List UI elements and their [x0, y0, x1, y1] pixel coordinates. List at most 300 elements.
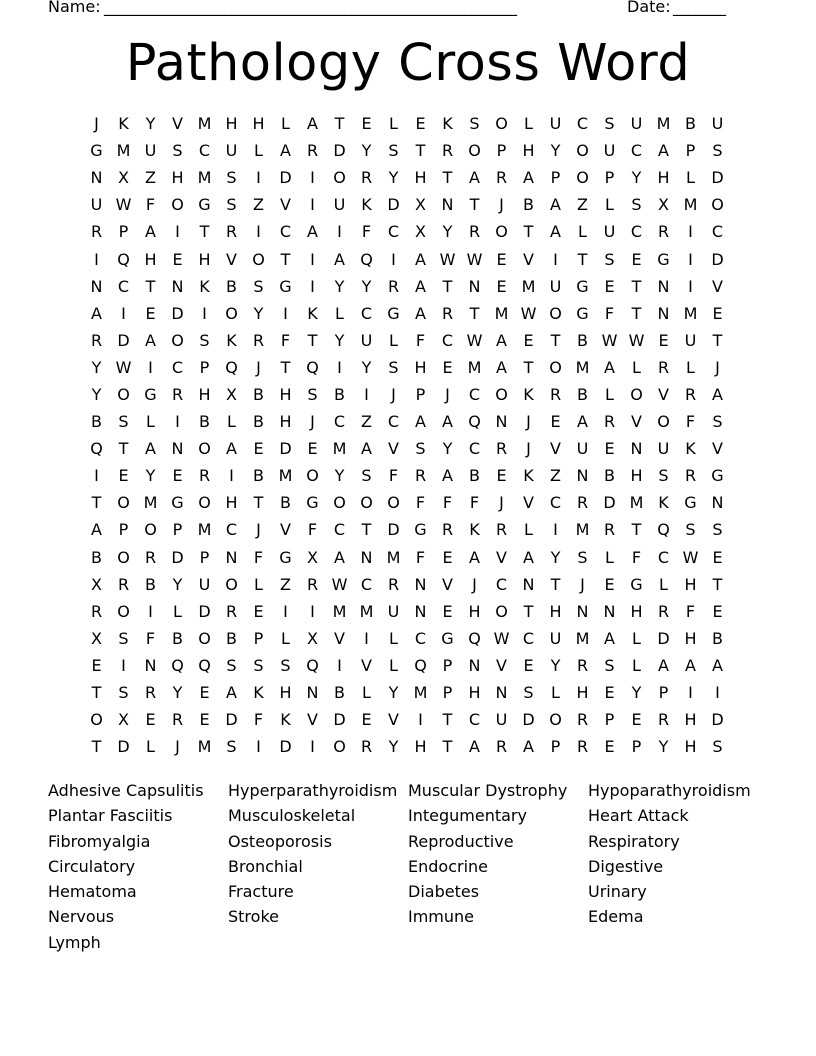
grid-letter: C — [333, 520, 346, 540]
grid-letter: O — [468, 141, 481, 161]
grid-letter: O — [225, 574, 238, 594]
grid-letter: C — [360, 574, 373, 594]
grid-letter: V — [442, 574, 453, 594]
grid-letter: B — [685, 114, 696, 134]
grid-letter: C — [549, 493, 562, 513]
grid-letter: R — [549, 384, 562, 404]
grid-letter: W — [520, 303, 537, 323]
grid-letter: C — [657, 547, 670, 567]
grid-letter: E — [496, 466, 507, 486]
grid-letter: L — [389, 655, 398, 675]
grid-letter: E — [496, 249, 507, 269]
grid-letter: B — [604, 466, 615, 486]
grid-letter: Z — [361, 412, 372, 432]
grid-letter: L — [173, 601, 182, 621]
grid-letter: U — [549, 114, 562, 134]
grid-letter: R — [90, 601, 103, 621]
grid-letter: H — [225, 114, 238, 134]
grid-letter: A — [577, 412, 588, 432]
grid-letter: Y — [388, 737, 399, 757]
grid-letter: R — [90, 222, 103, 242]
grid-letter: P — [442, 655, 453, 675]
grid-letter: L — [551, 683, 560, 703]
grid-letter: Y — [334, 466, 345, 486]
grid-letter: O — [657, 412, 670, 432]
grid-letter: U — [360, 330, 373, 350]
grid-letter: A — [523, 168, 534, 188]
grid-letter: K — [685, 439, 696, 459]
grid-letter: H — [684, 710, 697, 730]
grid-letter: O — [495, 384, 508, 404]
grid-letter: Y — [550, 141, 561, 161]
word-list — [48, 778, 788, 955]
grid-letter: W — [331, 574, 348, 594]
grid-letter: A — [550, 222, 561, 242]
grid-letter: F — [253, 547, 264, 567]
grid-letter: J — [715, 357, 720, 377]
grid-letter: G — [90, 141, 103, 161]
grid-letter: H — [279, 683, 292, 703]
grid-letter: B — [334, 683, 345, 703]
grid-letter: U — [198, 574, 211, 594]
grid-letter: B — [226, 628, 237, 648]
grid-letter: H — [414, 737, 427, 757]
grid-letter: L — [632, 655, 641, 675]
grid-letter: F — [442, 493, 453, 513]
grid-letter: L — [389, 330, 398, 350]
grid-letter: X — [307, 628, 318, 648]
grid-letter: I — [94, 249, 99, 269]
grid-letter: T — [334, 114, 345, 134]
grid-letter: V — [361, 655, 372, 675]
grid-letter: Q — [414, 655, 427, 675]
grid-letter: W — [115, 357, 132, 377]
grid-letter: W — [466, 330, 483, 350]
grid-letter: Y — [172, 574, 183, 594]
word-list-item: Urinary — [588, 882, 647, 902]
grid-letter: C — [387, 412, 400, 432]
grid-letter: O — [576, 168, 589, 188]
grid-letter: I — [553, 520, 558, 540]
grid-letter: S — [712, 412, 723, 432]
grid-letter: D — [225, 710, 238, 730]
grid-letter: E — [604, 737, 615, 757]
grid-letter: G — [711, 466, 724, 486]
grid-letter: R — [684, 466, 697, 486]
grid-letter: R — [576, 493, 589, 513]
grid-letter: H — [522, 141, 535, 161]
grid-letter: G — [198, 195, 211, 215]
grid-letter: Y — [334, 330, 345, 350]
grid-letter: M — [143, 493, 158, 513]
grid-letter: C — [711, 222, 724, 242]
grid-letter: O — [333, 168, 346, 188]
grid-letter: H — [657, 168, 670, 188]
grid-letter: A — [523, 737, 534, 757]
grid-letter: Y — [361, 357, 372, 377]
grid-letter: F — [415, 547, 426, 567]
grid-letter: U — [603, 222, 616, 242]
grid-letter: R — [144, 547, 157, 567]
grid-letter: P — [658, 683, 669, 703]
grid-letter: R — [657, 601, 670, 621]
grid-letter: D — [279, 737, 292, 757]
grid-letter: X — [415, 222, 426, 242]
grid-letter: R — [441, 303, 454, 323]
grid-letter: I — [148, 357, 153, 377]
grid-row — [83, 733, 733, 760]
grid-letter: O — [549, 357, 562, 377]
grid-letter: X — [415, 195, 426, 215]
grid-letter: O — [252, 249, 265, 269]
grid-letter: F — [388, 466, 399, 486]
grid-letter: U — [225, 141, 238, 161]
grid-letter: D — [711, 168, 724, 188]
grid-letter: P — [118, 520, 129, 540]
grid-letter: O — [360, 493, 373, 513]
grid-letter: S — [199, 330, 210, 350]
grid-letter: K — [307, 303, 318, 323]
grid-letter: S — [631, 195, 642, 215]
grid-letter: L — [659, 574, 668, 594]
grid-letter: E — [712, 547, 723, 567]
grid-letter: A — [469, 547, 480, 567]
grid-letter: S — [577, 547, 588, 567]
grid-letter: V — [523, 249, 534, 269]
grid-letter: B — [523, 195, 534, 215]
grid-letter: N — [90, 276, 103, 296]
grid-letter: S — [118, 628, 129, 648]
grid-letter: R — [90, 330, 103, 350]
grid-letter: V — [496, 655, 507, 675]
grid-letter: C — [333, 412, 346, 432]
grid-letter: E — [307, 439, 318, 459]
word-list-item: Plantar Fasciitis — [48, 806, 173, 826]
grid-letter: S — [685, 520, 696, 540]
grid-letter: T — [712, 330, 723, 350]
grid-letter: T — [523, 222, 534, 242]
grid-letter: U — [549, 276, 562, 296]
grid-letter: V — [550, 439, 561, 459]
grid-letter: D — [711, 249, 724, 269]
grid-letter: Y — [388, 168, 399, 188]
word-list-item: Diabetes — [408, 882, 480, 902]
grid-letter: R — [225, 222, 238, 242]
grid-letter: R — [360, 737, 373, 757]
grid-letter: D — [117, 330, 130, 350]
grid-letter: F — [604, 303, 615, 323]
grid-letter: V — [712, 439, 723, 459]
grid-letter: B — [226, 276, 237, 296]
grid-letter: R — [441, 520, 454, 540]
grid-letter: E — [145, 303, 156, 323]
grid-letter: O — [333, 493, 346, 513]
grid-letter: E — [658, 330, 669, 350]
grid-letter: B — [91, 412, 102, 432]
grid-letter: K — [361, 195, 372, 215]
grid-letter: P — [604, 168, 615, 188]
grid-letter: N — [468, 276, 481, 296]
grid-letter: Y — [361, 141, 372, 161]
grid-letter: X — [91, 574, 102, 594]
grid-letter: P — [685, 141, 696, 161]
grid-letter: S — [280, 655, 291, 675]
grid-letter: K — [280, 710, 291, 730]
word-list-item: Digestive — [588, 856, 664, 876]
grid-letter: E — [712, 303, 723, 323]
grid-letter: E — [91, 655, 102, 675]
grid-letter: M — [116, 141, 131, 161]
grid-letter: E — [361, 710, 372, 730]
grid-letter: Y — [442, 439, 453, 459]
grid-letter: R — [360, 168, 373, 188]
grid-letter: J — [472, 574, 477, 594]
grid-letter: H — [198, 384, 211, 404]
name-blank-line: _______________________________________________________ — [104, 0, 517, 16]
grid-letter: T — [361, 520, 372, 540]
grid-letter: A — [712, 655, 723, 675]
grid-letter: D — [171, 547, 184, 567]
grid-letter: J — [445, 384, 450, 404]
grid-letter: R — [144, 683, 157, 703]
grid-letter: O — [90, 710, 103, 730]
grid-letter: V — [280, 195, 291, 215]
grid-letter: E — [118, 466, 129, 486]
grid-letter: N — [522, 574, 535, 594]
grid-letter: O — [117, 547, 130, 567]
grid-letter: H — [198, 249, 211, 269]
grid-letter: K — [199, 276, 210, 296]
grid-letter: L — [524, 520, 533, 540]
grid-letter: S — [712, 141, 723, 161]
grid-letter: S — [226, 655, 237, 675]
grid-letter: I — [283, 601, 288, 621]
grid-letter: N — [468, 655, 481, 675]
grid-letter: G — [576, 303, 589, 323]
grid-letter: R — [603, 520, 616, 540]
grid-letter: N — [171, 276, 184, 296]
grid-letter: D — [657, 628, 670, 648]
grid-letter: T — [523, 601, 534, 621]
grid-letter: R — [387, 276, 400, 296]
grid-letter: R — [576, 655, 589, 675]
grid-letter: A — [469, 168, 480, 188]
grid-letter: J — [499, 493, 504, 513]
grid-letter: C — [576, 114, 589, 134]
page-title: Pathology Cross Word — [125, 34, 691, 93]
grid-letter: H — [414, 168, 427, 188]
grid-letter: V — [334, 628, 345, 648]
grid-letter: I — [310, 168, 315, 188]
word-list-item: Circulatory — [48, 856, 136, 876]
grid-letter: E — [145, 710, 156, 730]
grid-letter: V — [388, 710, 399, 730]
grid-letter: R — [495, 439, 508, 459]
grid-letter: Y — [631, 168, 642, 188]
grid-letter: E — [253, 439, 264, 459]
grid-row — [83, 381, 733, 408]
grid-letter: T — [631, 276, 642, 296]
grid-letter: F — [415, 330, 426, 350]
grid-letter: S — [604, 249, 615, 269]
grid-letter: Q — [225, 357, 238, 377]
grid-letter: I — [256, 168, 261, 188]
grid-letter: C — [468, 384, 481, 404]
grid-letter: K — [118, 114, 129, 134]
grid-letter: J — [310, 412, 315, 432]
grid-letter: C — [360, 303, 373, 323]
grid-letter: E — [604, 574, 615, 594]
grid-letter: G — [171, 493, 184, 513]
grid-letter: Q — [468, 412, 481, 432]
grid-letter: Y — [145, 466, 156, 486]
grid-letter: R — [306, 141, 319, 161]
grid-letter: C — [495, 574, 508, 594]
grid-letter: L — [605, 547, 614, 567]
grid-letter: F — [253, 710, 264, 730]
grid-letter: P — [199, 357, 210, 377]
grid-letter: S — [226, 168, 237, 188]
grid-letter: T — [118, 439, 129, 459]
grid-letter: N — [711, 493, 724, 513]
grid-letter: Y — [172, 683, 183, 703]
grid-letter: D — [279, 439, 292, 459]
grid-letter: H — [252, 114, 265, 134]
grid-letter: T — [442, 276, 453, 296]
grid-letter: I — [337, 357, 342, 377]
grid-letter: H — [549, 601, 562, 621]
grid-letter: D — [171, 303, 184, 323]
grid-letter: I — [148, 601, 153, 621]
grid-row — [83, 191, 733, 218]
grid-letter: R — [306, 574, 319, 594]
grid-letter: N — [360, 547, 373, 567]
grid-letter: L — [281, 628, 290, 648]
grid-letter: T — [253, 493, 264, 513]
grid-letter: H — [576, 683, 589, 703]
word-list-item: Heart Attack — [588, 806, 689, 826]
date-blank-line: _______ — [673, 0, 726, 16]
grid-letter: K — [253, 683, 264, 703]
grid-row — [83, 544, 733, 571]
grid-letter: A — [604, 357, 615, 377]
grid-row — [83, 652, 733, 679]
grid-letter: S — [604, 114, 615, 134]
grid-row — [83, 327, 733, 354]
grid-letter: A — [442, 466, 453, 486]
grid-letter: Z — [577, 195, 588, 215]
grid-letter: O — [117, 384, 130, 404]
grid-letter: B — [280, 493, 291, 513]
grid-letter: D — [711, 710, 724, 730]
grid-letter: A — [91, 303, 102, 323]
grid-letter: J — [526, 412, 531, 432]
grid-letter: Q — [306, 655, 319, 675]
grid-letter: R — [657, 710, 670, 730]
grid-letter: Q — [117, 249, 130, 269]
grid-letter: N — [576, 601, 589, 621]
grid-letter: R — [495, 168, 508, 188]
word-list-item: Hyperparathyroidism — [228, 781, 398, 800]
grid-letter: X — [307, 547, 318, 567]
grid-letter: U — [711, 114, 724, 134]
grid-letter: D — [198, 601, 211, 621]
grid-letter: S — [253, 276, 264, 296]
grid-letter: T — [469, 303, 480, 323]
grid-letter: J — [499, 195, 504, 215]
word-list-item: Bronchial — [228, 856, 303, 876]
word-list-item: Edema — [588, 907, 644, 927]
grid-letter: Q — [90, 439, 103, 459]
grid-letter: H — [279, 384, 292, 404]
grid-letter: H — [630, 466, 643, 486]
grid-letter: C — [387, 222, 400, 242]
grid-letter: R — [252, 330, 265, 350]
grid-letter: A — [523, 547, 534, 567]
grid-row — [83, 435, 733, 462]
grid-row — [83, 245, 733, 272]
grid-letter: V — [658, 384, 669, 404]
grid-letter: E — [199, 710, 210, 730]
grid-letter: L — [605, 384, 614, 404]
grid-letter: S — [712, 737, 723, 757]
grid-letter: N — [306, 683, 319, 703]
word-list-item: Integumentary — [408, 806, 527, 826]
grid-row — [83, 625, 733, 652]
grid-letter: T — [442, 737, 453, 757]
grid-letter: E — [712, 601, 723, 621]
grid-letter: A — [658, 655, 669, 675]
grid-letter: T — [91, 737, 102, 757]
grid-letter: Y — [550, 547, 561, 567]
word-list-item: Adhesive Capsulitis — [48, 781, 204, 800]
grid-letter: D — [603, 493, 616, 513]
grid-letter: D — [387, 520, 400, 540]
grid-letter: E — [631, 249, 642, 269]
grid-letter: B — [334, 384, 345, 404]
grid-letter: T — [712, 574, 723, 594]
grid-letter: L — [335, 303, 344, 323]
grid-letter: W — [466, 249, 483, 269]
grid-letter: R — [603, 412, 616, 432]
grid-letter: K — [523, 384, 534, 404]
grid-letter: I — [121, 303, 126, 323]
grid-letter: N — [90, 168, 103, 188]
grid-letter: A — [496, 357, 507, 377]
grid-letter: K — [442, 114, 453, 134]
grid-letter: D — [117, 737, 130, 757]
grid-letter: N — [225, 547, 238, 567]
grid-letter: I — [310, 249, 315, 269]
grid-letter: M — [332, 439, 347, 459]
grid-letter: O — [495, 114, 508, 134]
grid-letter: F — [280, 330, 291, 350]
grid-row — [83, 137, 733, 164]
grid-letter: B — [253, 384, 264, 404]
grid-letter: C — [198, 141, 211, 161]
grid-letter: I — [688, 683, 693, 703]
grid-letter: A — [685, 655, 696, 675]
grid-letter: V — [496, 547, 507, 567]
grid-letter: S — [658, 466, 669, 486]
grid-letter: A — [469, 737, 480, 757]
grid-letter: X — [226, 384, 237, 404]
grid-letter: J — [256, 357, 261, 377]
grid-letter: B — [172, 628, 183, 648]
grid-letter: M — [197, 168, 212, 188]
grid-letter: A — [415, 303, 426, 323]
grid-letter: O — [198, 439, 211, 459]
